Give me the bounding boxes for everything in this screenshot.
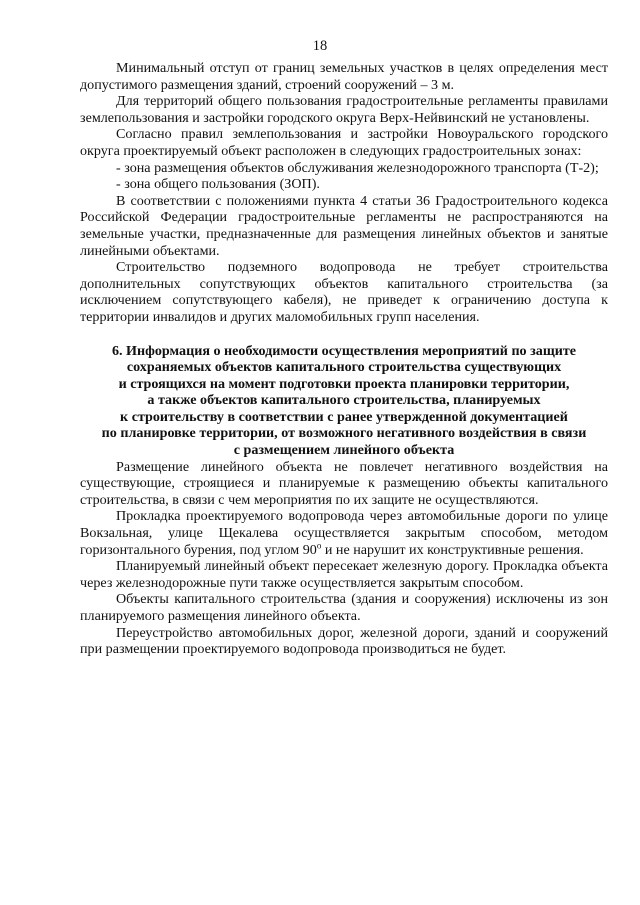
paragraph-no-relocation: Переустройство автомобильных дорог, железной дороги, зданий и сооружений при размещении проектируемого водопровода производиться не будет.	[80, 624, 608, 658]
paragraph-excluded-objects: Объекты капитального строительства (здания и сооружения) исключены из зон планируемого размещения линейного объекта.	[80, 591, 608, 624]
roads-text-start: Прокладка проектируемого водопровода через автомобильные дороги по улице Вокзальная, улице Щекалева осуществляется закрытым способом, методом горизонтального бурения, под углом 90	[80, 508, 608, 558]
heading-line: а также объектов капитального строительства, планируемых	[147, 392, 541, 409]
degree-superscript: о	[316, 539, 322, 550]
heading-line: сохраняемых объектов капитального строительства существующих	[126, 359, 562, 376]
heading-line: и строящихся на момент подготовки проекта планировки территории,	[118, 375, 570, 392]
list-item-zone-zop: - зона общего пользования (ЗОП).	[116, 176, 320, 193]
paragraph-public-areas: Для территорий общего пользования градостроительные регламенты правилами землепользования и застройки городского округа Верх-Нейвинский не установлены.	[80, 93, 608, 126]
paragraph-no-impact: Размещение линейного объекта не повлечет негативного воздействия на существующие, строящиеся и планируемые к размещению объекты капитального строительства, в связи с чем мероприятия по их защите не осуществляются.	[80, 458, 608, 508]
paragraph-roads-crossing	[80, 508, 608, 558]
page-number: 18	[312, 38, 328, 54]
heading-line: 6. Информация о необходимости осуществления мероприятий по защите	[111, 342, 577, 359]
heading-line: к строительству в соответствии с ранее утвержденной документацией	[120, 408, 568, 425]
paragraph-code-reference: В соответствии с положениями пункта 4 статьи 36 Градостроительного кодекса Российской Федерации градостроительные регламенты не распространяются на земельные участки, предназначенные для размещения линейных объектов и занятые линейными объектами.	[80, 192, 608, 259]
section-heading	[80, 343, 608, 459]
heading-line: с размещением линейного объекта	[233, 442, 455, 459]
page-content	[80, 60, 608, 658]
paragraph-setback: Минимальный отступ от границ земельных участков в целях определения мест допустимого размещения зданий, строений сооружений – 3 м.	[80, 60, 608, 93]
paragraph-construction: Строительство подземного водопровода не требует строительства дополнительных сопутствующих объектов капитального строительства (за исключением сопутствующего кабеля), не приведет к ограничению доступа к территории инвалидов и других маломобильных групп населения.	[80, 259, 608, 325]
heading-line: по планировке территории, от возможного негативного воздействия в связи	[101, 425, 587, 442]
paragraph-zones-intro: Согласно правил землепользования и застройки Новоуральского городского округа проектируемый объект расположен в следующих градостроительных зонах:	[80, 126, 608, 159]
list-item-zone-t2: - зона размещения объектов обслуживания железнодорожного транспорта (Т-2);	[116, 159, 599, 176]
paragraph-railway-crossing: Планируемый линейный объект пересекает железную дорогу. Прокладка объекта через железнодорожные пути также осуществляется закрытым способом.	[80, 558, 608, 591]
roads-text-end: и не нарушит их конструктивные решения.	[321, 541, 584, 558]
